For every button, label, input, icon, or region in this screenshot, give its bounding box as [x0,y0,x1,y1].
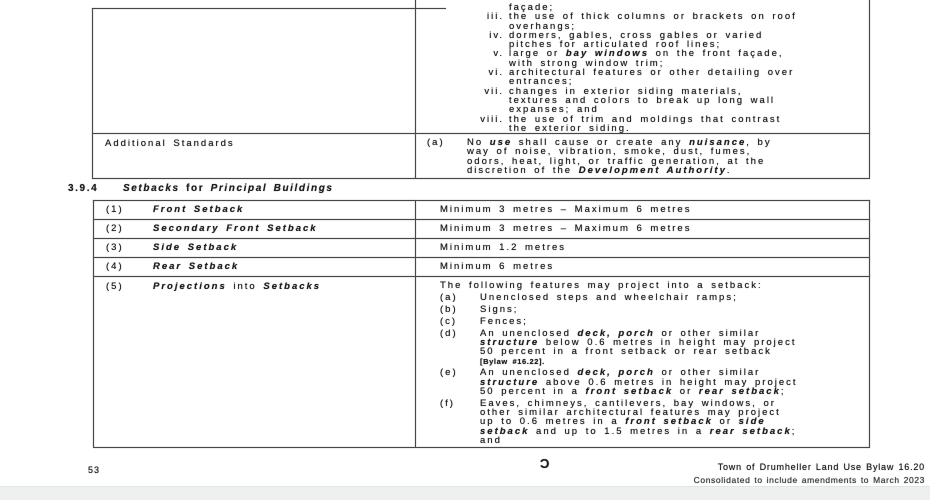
projections-intro: The following features may project into a setback: [440,280,763,291]
list-item-number: iv. [489,29,504,41]
setback-value: Minimum 1.2 metres [440,241,567,253]
town-logo-icon: Ɔ [540,456,550,471]
list-item-text: large or bay windows on the front façade, with strong window trim; [509,48,784,69]
clause-text: Signs; [480,304,519,316]
section-number: 3.9.4 [68,183,99,194]
additional-standards-cell [415,138,867,178]
setback-label: Rear Setback [153,260,240,272]
clause-number: (c) [440,315,458,327]
list-item-text: the use of thick columns or brackets on roof overhangs; [509,11,797,32]
clause-number: (a) [440,292,458,304]
setback-value: Minimum 6 metres [440,260,555,272]
list-item-number: v. [493,48,504,60]
list-item-number: vi. [488,67,504,79]
list-item-text: architectural features or other detailing over entrances; [509,67,795,88]
row-number: (1) [106,203,124,215]
clause [440,293,870,302]
list-item [416,87,868,115]
clause-text: No use shall cause or create any nuisance, by way of noise, vibration, smoke, dust, fumes, odors, heat, light, or traffic generation, at the discretion of the Development Authority. [467,137,772,176]
additional-standards-label: Additional Standards [105,138,235,149]
clause-number: (d) [440,327,458,339]
setback-row [93,200,870,219]
setback-row [93,257,870,276]
viewport-bottom-band [0,486,930,500]
clause [440,399,870,445]
clause-text: An unenclosed deck, porch or other similar structure below 0.6 metres in height may project 50 percent in a front setback or rear setback [Bylaw #16.22]. [480,327,797,366]
design-features-cell [416,3,868,133]
list-item [416,12,868,31]
setback-label: Front Setback [153,203,245,215]
table-border [92,8,93,178]
list-item-text: changes in exterior siding materials, textures and colors to break up long wall expanses; and [509,85,776,116]
clause [415,138,867,175]
list-item-text: dormers, gables, cross gables or varied pitches for articulated roof lines; [509,29,764,51]
clause-text: Fences; [480,315,528,327]
list-item-text: the use of trim and moldings that contrast the exterior siding. [509,113,782,134]
list-item [416,49,868,68]
clause [440,305,870,314]
document-title: Town of Drumheller Land Use Bylaw 16.20 [717,462,925,472]
section-title: Setbacks for Principal Buildings [123,183,334,194]
setback-value: Minimum 3 metres – Maximum 6 metres [440,222,692,234]
clause-number: (a) [427,137,445,148]
row-number: (2) [106,222,124,234]
row-number: (5) [106,281,124,292]
table-border [92,178,870,179]
section-heading [68,184,334,193]
page-number: 53 [88,465,101,475]
clause-number: (f) [440,397,455,409]
clause [440,368,870,396]
row-number: (4) [106,260,124,272]
list-item-number: viii. [480,113,504,125]
clause [440,317,870,326]
clause [440,329,870,366]
setback-label: Secondary Front Setback [153,222,318,234]
clause-number: (e) [440,367,458,379]
setback-row [93,219,870,238]
setback-row [93,238,870,257]
consolidation-note: Consolidated to include amendments to March 2023 [693,475,925,485]
list-item [416,31,868,50]
table-border [92,8,446,9]
projections-row [93,276,870,447]
clause-text: Eaves, chimneys, cantilevers, bay windows, or other similar architectural features may project up to 0.6 metres in a front setback or side setback and up to 1.5 metres in a rear setback; and [480,397,797,446]
list-item-number: iii. [487,11,504,23]
clause-text: An unenclosed deck, porch or other similar structure above 0.6 metres in height may project 50 percent in a front setback or rear setback; [480,367,798,397]
setback-label: Side Setback [153,241,239,253]
clause-text: Unenclosed steps and wheelchair ramps; [480,292,738,304]
list-item-number: vii. [484,85,504,97]
setback-value: Minimum 3 metres – Maximum 6 metres [440,203,692,215]
clause-number: (b) [440,304,458,316]
row-number: (3) [106,241,124,253]
list-item-text: façade; [509,2,555,13]
list-item [416,68,868,87]
setback-label: Projections into Setbacks [153,281,322,292]
table-border [869,0,870,178]
list-item [416,115,868,134]
